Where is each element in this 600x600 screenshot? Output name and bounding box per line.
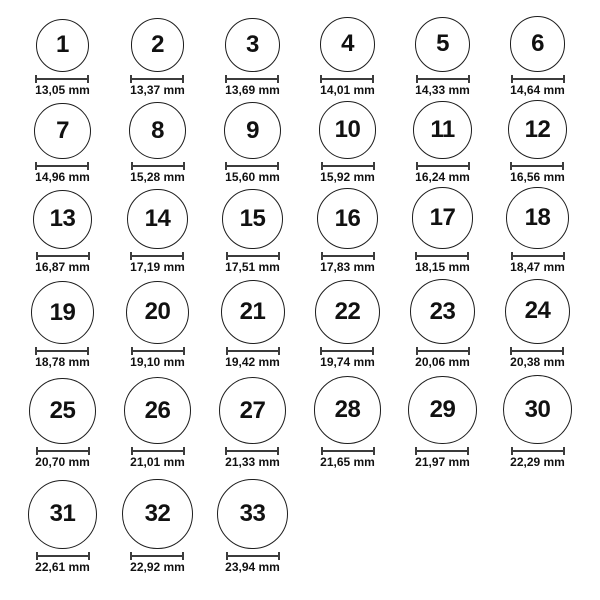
ring-circle <box>129 102 186 159</box>
ring-circle <box>126 281 189 344</box>
ring-circle <box>29 378 95 444</box>
diameter-label: 22,92 mm <box>130 560 185 575</box>
ring-size-item-13 <box>33 190 93 275</box>
ring-circle <box>510 16 566 72</box>
ring-circle <box>315 280 380 345</box>
ring-circle <box>506 187 568 249</box>
ring-circle <box>503 375 572 444</box>
ring-size-item-15 <box>222 189 283 275</box>
ring-size-number: 19 <box>49 298 76 326</box>
ring-size-item-30 <box>503 375 572 470</box>
diameter-label: 20,70 mm <box>35 455 90 470</box>
ring-circle <box>122 479 192 549</box>
diameter-measure-line <box>511 447 565 455</box>
ring-circle <box>224 102 281 159</box>
ring-circle <box>124 377 191 444</box>
ring-size-item-23 <box>410 279 475 370</box>
diameter-label: 17,51 mm <box>225 260 280 275</box>
diameter-measure-line <box>225 162 279 170</box>
ring-size-number: 24 <box>524 297 551 325</box>
ring-size-number: 6 <box>531 29 544 57</box>
ring-circle <box>36 19 89 72</box>
ring-size-number: 17 <box>429 204 456 232</box>
ring-size-number: 32 <box>144 500 171 528</box>
ring-circle <box>28 480 98 550</box>
chart-row <box>15 16 600 97</box>
ring-size-item-14 <box>127 189 187 275</box>
ring-circle <box>415 17 470 72</box>
chart-row <box>15 185 600 275</box>
ring-size-item-16 <box>317 188 378 275</box>
ring-size-number: 5 <box>436 30 449 58</box>
ring-size-item-4 <box>320 17 375 97</box>
chart-row <box>15 275 600 370</box>
ring-circle <box>505 279 571 345</box>
ring-size-number: 29 <box>429 396 456 423</box>
ring-size-number: 9 <box>246 116 259 144</box>
ring-size-item-17 <box>412 187 474 275</box>
diameter-measure-line <box>36 252 90 260</box>
diameter-label: 16,87 mm <box>35 260 90 275</box>
diameter-label: 21,65 mm <box>320 455 375 470</box>
diameter-label: 19,74 mm <box>320 355 375 370</box>
ring-circle <box>508 100 567 159</box>
ring-circle <box>222 189 283 250</box>
ring-size-item-19 <box>31 281 94 370</box>
diameter-label: 18,15 mm <box>415 260 470 275</box>
ring-size-number: 28 <box>334 396 361 424</box>
diameter-label: 14,64 mm <box>510 82 565 97</box>
ring-size-item-7 <box>34 103 90 185</box>
diameter-measure-line <box>416 347 470 355</box>
ring-circle <box>319 101 377 159</box>
ring-size-item-31 <box>28 480 98 575</box>
diameter-measure-line <box>36 447 90 455</box>
diameter-measure-line <box>415 252 469 260</box>
diameter-label: 16,56 mm <box>510 170 565 185</box>
diameter-label: 21,01 mm <box>130 455 185 470</box>
ring-size-number: 31 <box>49 500 76 528</box>
diameter-measure-line <box>36 552 90 560</box>
ring-size-item-21 <box>221 280 285 370</box>
ring-size-item-8 <box>129 102 186 185</box>
ring-size-number: 30 <box>524 395 551 423</box>
diameter-label: 19,10 mm <box>130 355 185 370</box>
ring-size-item-18 <box>506 187 568 275</box>
diameter-label: 17,83 mm <box>320 260 375 275</box>
diameter-label: 17,19 mm <box>130 260 185 275</box>
ring-circle <box>410 279 475 344</box>
diameter-measure-line <box>511 75 565 83</box>
diameter-measure-line <box>510 162 564 170</box>
ring-size-item-20 <box>126 281 189 370</box>
ring-circle <box>408 376 476 444</box>
diameter-measure-line <box>321 162 375 170</box>
ring-size-number: 22 <box>334 297 361 325</box>
diameter-measure-line <box>321 252 375 260</box>
diameter-measure-line <box>511 252 565 260</box>
diameter-measure-line <box>131 162 185 170</box>
diameter-label: 15,28 mm <box>130 170 185 185</box>
ring-size-item-10 <box>319 101 377 185</box>
ring-circle <box>314 376 382 444</box>
ring-size-number: 18 <box>524 204 551 232</box>
ring-circle <box>219 377 286 444</box>
ring-size-number: 11 <box>430 115 455 143</box>
ring-size-number: 10 <box>334 116 361 144</box>
ring-size-item-32 <box>122 479 192 575</box>
diameter-measure-line <box>226 252 280 260</box>
ring-circle <box>127 189 187 249</box>
ring-circle <box>320 17 375 72</box>
chart-row <box>15 92 600 185</box>
ring-size-item-28 <box>314 376 382 470</box>
ring-size-item-24 <box>505 279 571 370</box>
ring-size-number: 21 <box>239 298 266 326</box>
ring-size-item-25 <box>29 378 95 470</box>
ring-size-item-2 <box>130 18 185 97</box>
ring-circle <box>217 479 288 550</box>
diameter-label: 20,06 mm <box>415 355 470 370</box>
ring-size-item-12 <box>508 100 567 185</box>
diameter-measure-line <box>35 75 89 83</box>
ring-circle <box>317 188 378 249</box>
ring-size-number: 15 <box>239 204 266 232</box>
chart-row <box>15 370 600 470</box>
ring-size-number: 8 <box>151 116 164 144</box>
diameter-measure-line <box>35 162 89 170</box>
diameter-measure-line <box>130 552 184 560</box>
diameter-label: 22,29 mm <box>510 455 565 470</box>
diameter-label: 13,37 mm <box>130 82 185 97</box>
ring-size-number: 26 <box>144 396 171 424</box>
diameter-label: 15,92 mm <box>320 170 375 185</box>
ring-size-number: 20 <box>144 298 171 326</box>
diameter-label: 14,33 mm <box>415 82 470 97</box>
diameter-label: 21,97 mm <box>415 455 470 470</box>
diameter-measure-line <box>35 347 89 355</box>
diameter-label: 18,47 mm <box>510 260 565 275</box>
ring-size-number: 16 <box>334 204 361 232</box>
ring-size-item-26 <box>124 377 191 470</box>
ring-size-item-6 <box>510 16 566 98</box>
diameter-label: 14,01 mm <box>320 82 375 97</box>
ring-size-number: 12 <box>524 115 551 143</box>
ring-size-number: 33 <box>239 499 266 527</box>
diameter-measure-line <box>226 552 280 560</box>
ring-size-item-11 <box>413 101 472 185</box>
diameter-label: 16,24 mm <box>415 170 470 185</box>
chart-row <box>15 470 600 575</box>
diameter-measure-line <box>416 162 470 170</box>
diameter-measure-line <box>416 75 470 83</box>
diameter-label: 23,94 mm <box>225 560 280 575</box>
ring-circle <box>33 190 93 250</box>
ring-size-item-33 <box>217 479 288 575</box>
ring-size-number: 23 <box>429 297 456 325</box>
ring-circle <box>131 18 185 72</box>
diameter-label: 18,78 mm <box>35 355 90 370</box>
ring-circle <box>412 187 474 249</box>
ring-size-item-29 <box>408 376 476 470</box>
ring-size-number: 14 <box>144 205 171 233</box>
diameter-measure-line <box>225 75 279 83</box>
ring-size-number: 1 <box>56 31 69 59</box>
diameter-measure-line <box>130 75 184 83</box>
diameter-label: 22,61 mm <box>35 560 90 575</box>
diameter-label: 19,42 mm <box>225 355 280 370</box>
ring-size-item-1 <box>35 19 90 98</box>
ring-size-item-27 <box>219 377 286 470</box>
diameter-label: 14,96 mm <box>35 170 90 185</box>
diameter-measure-line <box>226 347 280 355</box>
ring-circle <box>221 280 285 344</box>
diameter-measure-line <box>510 347 564 355</box>
diameter-measure-line <box>320 347 374 355</box>
diameter-label: 20,38 mm <box>510 355 565 370</box>
ring-size-number: 3 <box>246 30 259 58</box>
ring-size-item-9 <box>224 102 281 185</box>
ring-size-number: 4 <box>341 30 354 58</box>
ring-circle <box>225 18 279 72</box>
diameter-measure-line <box>131 347 185 355</box>
diameter-measure-line <box>130 252 184 260</box>
ring-size-number: 7 <box>56 117 69 145</box>
ring-size-number: 2 <box>151 30 164 58</box>
ring-size-number: 25 <box>49 397 76 425</box>
ring-circle <box>413 101 472 160</box>
diameter-measure-line <box>131 447 185 455</box>
diameter-label: 21,33 mm <box>225 455 280 470</box>
diameter-label: 13,05 mm <box>35 82 90 97</box>
ring-size-number: 27 <box>239 396 266 424</box>
diameter-label: 13,69 mm <box>225 82 280 97</box>
diameter-label: 15,60 mm <box>225 170 280 185</box>
diameter-measure-line <box>415 447 469 455</box>
ring-size-item-22 <box>315 280 380 370</box>
ring-size-item-5 <box>415 17 470 98</box>
diameter-measure-line <box>321 447 375 455</box>
ring-circle <box>34 103 90 159</box>
ring-circle <box>31 281 94 344</box>
ring-size-item-3 <box>225 18 280 98</box>
diameter-measure-line <box>225 447 279 455</box>
diameter-measure-line <box>320 75 374 83</box>
ring-size-number: 13 <box>49 205 76 233</box>
